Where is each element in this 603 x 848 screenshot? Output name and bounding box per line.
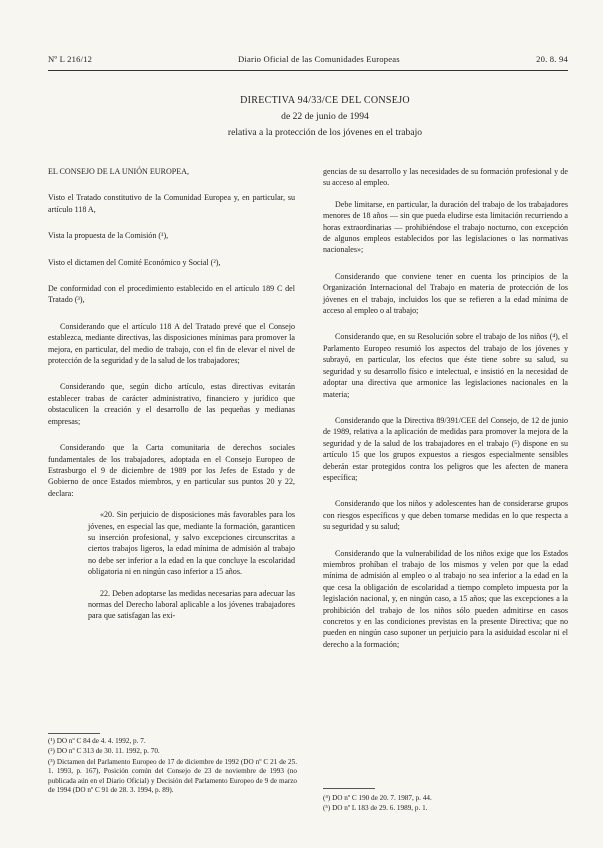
paragraph: Considerando que la Directiva 89/391/CEE del Consejo, de 12 de junio de 1989, relativa a la aplicación de medidas para promover la mejora de la seguridad y de la salud de los trabajadores en el trabajo (⁵) dispone en su artículo 15 que los grupos expuestos a riesgos especialmente sensibles deberán estar protegidos contra los peligros que les afecten de manera específica; <box>323 415 568 482</box>
paragraph: Visto el dictamen del Comité Económico y Social (²), <box>48 257 221 267</box>
paragraph: Considerando que, en su Resolución sobre el trabajo de los niños (⁴), el Parlamento Europeo resumió los aspectos del trabajo de los jóvenes y subrayó, en particular, los efectos que éste tiene sobre su salud, su seguridad y su desarrollo físico e intelectual, e insistió en la necesidad de adoptar una directiva que armonice las legislaciones nacionales en la materia; <box>323 332 568 399</box>
footnotes-right <box>323 794 568 815</box>
paragraph: Considerando que la vulnerabilidad de los niños exige que los Estados miembros prohíban el trabajo de los mismos y velen por que la edad mínima de admisión al empleo o al trabajo no sea inferior a la edad en la que cesa la obligación de escolaridad a tiempo completo impuesta por la legislación nacional, y, en ningún caso, a 15 años; que las excepciones a la prohibición del trabajo de los niños sólo pueden admitirse en casos concretos y en las condiciones previstas en la presente Directiva; que no pueden en ningún caso suponer un perjuicio para la asiduidad escolar ni el derecho a la formación; <box>323 548 568 649</box>
footnote: (⁵) DO nº L 183 de 29. 6. 1989, p. 1. <box>323 804 428 813</box>
quoted-paragraph: Debe limitarse, en particular, la duración del trabajo de los trabajadores menores de 18 años — sin que pueda eludirse esta limitación recurriendo a horas extraordinarias — prohibiéndose el trabajo nocturno, con excepción de algunos empleos establecidos por las legislaciones o las normativas nacionales»; <box>323 199 568 255</box>
footnotes-left <box>48 737 297 796</box>
footnote-rule <box>48 733 100 734</box>
paragraph: EL CONSEJO DE LA UNIÓN EUROPEA, <box>48 167 189 176</box>
directive-title <box>160 93 490 141</box>
footnote: (²) DO nº C 313 de 30. 11. 1992, p. 70. <box>48 747 160 756</box>
journal-number: Nº L 216/12 <box>48 54 93 64</box>
directive-subject: relativa a la protección de los jóvenes en el trabajo <box>227 127 423 138</box>
paragraph: Considerando que, según dicho artículo, estas directivas evitarán establecer trabas de carácter administrativo, financiero y jurídico que obstaculicen la creación y el desarrollo de las pequeñas y medianas empresas; <box>48 382 295 426</box>
footnote: (³) Dictamen del Parlamento Europeo de 17 de diciembre de 1992 (DO nº C 21 de 25. 1. 1993, p. 167), Posición común del Consejo de 23 de noviembre de 1993 (no publicada aún en el Diario Oficial) y Decisión del Parlamento Europeo de 9 de marzo de 1994 (DO nº C 91 de 28. 3. 1994, p. 89). <box>48 757 297 795</box>
right-column <box>323 166 568 665</box>
paragraph: Considerando que los niños y adolescentes han de considerarse grupos con riesgos específicos y que deben tomarse medidas en lo que respecta a su seguridad y su salud; <box>323 499 568 532</box>
journal-header <box>48 54 568 68</box>
paragraph: Considerando que el artículo 118 A del Tratado prevé que el Consejo establezca, mediante directivas, las disposiciones mínimas para promover la mejora, en particular, del medio de trabajo, con el fin de elevar el nivel de protección de la seguridad y de la salud de los trabajadores; <box>48 321 295 366</box>
quoted-paragraph: 22. Deben adoptarse las medidas necesarias para adecuar las normas del Derecho laboral aplicable a los jóvenes trabajadores para que satisfagan las exi- <box>88 588 295 621</box>
journal-date: 20. 8. 94 <box>536 54 568 64</box>
directive-number: DIRECTIVA 94/33/CE DEL CONSEJO <box>240 95 410 106</box>
directive-date: de 22 de junio de 1994 <box>281 111 369 122</box>
left-column <box>48 166 295 637</box>
paragraph: De conformidad con el procedimiento establecido en el artículo 189 C del Tratado (³), <box>48 284 295 305</box>
quoted-paragraph: «20. Sin perjuicio de disposiciones más favorables para los jóvenes, en especial las que, mediante la formación, garanticen su inserción profesional, y salvo excepciones circunscritas a ciertos trabajos ligeros, la edad mínima de admisión al trabajo no debe ser inferior a la edad en la que concluye la escolaridad obligatoria ni en ningún caso inferior a 15 años. <box>88 510 295 577</box>
header-rule <box>48 70 568 71</box>
paragraph: Vista la propuesta de la Comisión (¹), <box>48 231 169 241</box>
paragraph: Considerando que conviene tener en cuenta los principios de la Organización Internacional del Trabajo en materia de protección de los jóvenes en el trabajo, incluidos los que se refieren a la edad mínima de acceso al empleo o al trabajo; <box>323 271 568 316</box>
journal-title: Diario Oficial de las Comunidades Europeas <box>238 54 400 64</box>
paragraph: Considerando que la Carta comunitaria de derechos sociales fundamentales de los trabajadores, adoptada en el Consejo Europeo de Estrasburgo el 9 de diciembre de 1989 por los Jefes de Estado y de Gobierno de once Estados miembros, y en particular sus puntos 20 y 22, declara: <box>48 443 295 498</box>
quoted-paragraph: gencias de su desarrollo y las necesidades de su formación profesional y de su acceso al empleo. <box>323 167 568 188</box>
footnote: (¹) DO nº C 84 de 4. 4. 1992, p. 7. <box>48 737 146 745</box>
paragraph: Visto el Tratado constitutivo de la Comunidad Europea y, en particular, su artículo 118 A, <box>48 193 295 214</box>
footnote-rule <box>323 788 375 789</box>
footnote: (⁴) DO nº C 190 de 20. 7. 1987, p. 44. <box>323 794 432 802</box>
